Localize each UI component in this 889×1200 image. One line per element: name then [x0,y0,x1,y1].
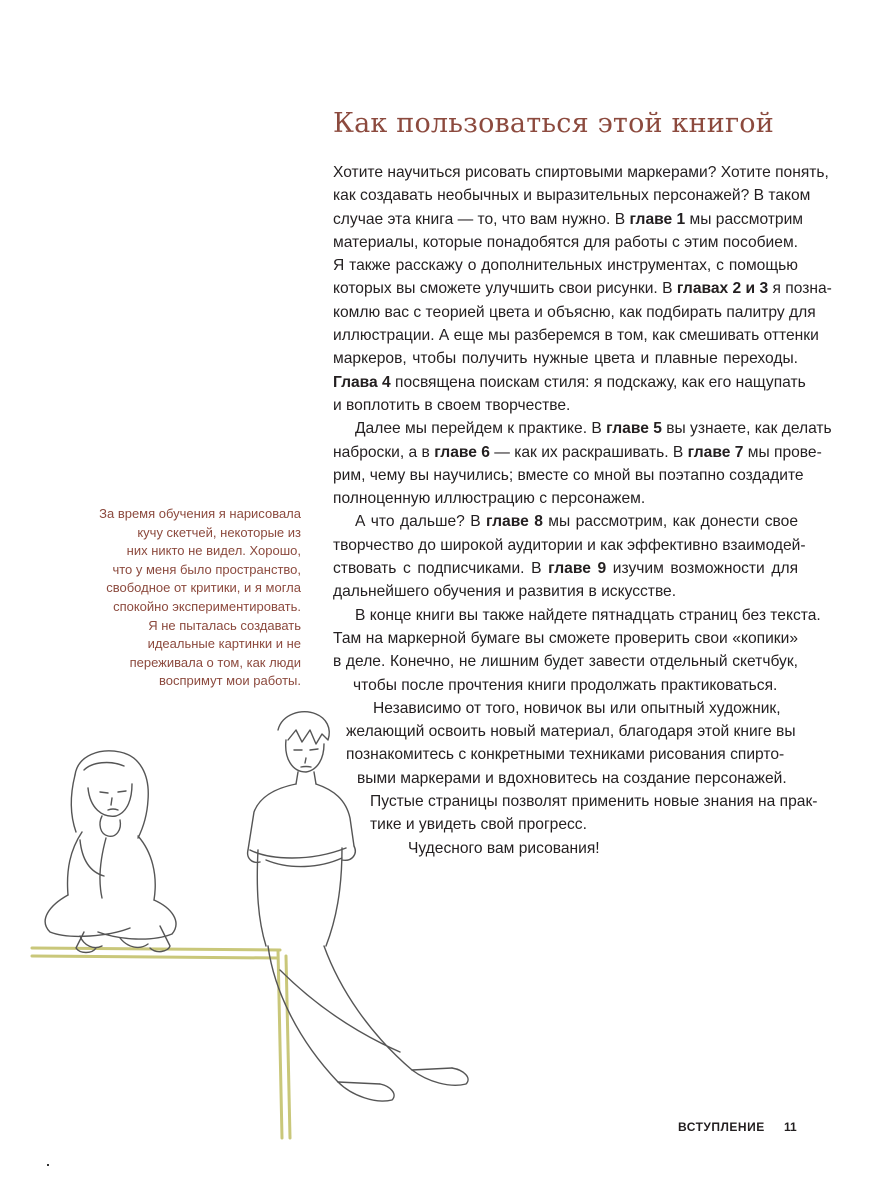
text-line: в деле. Конечно, не лишним будет завести отдельный скетчбук, [333,653,798,671]
text-line: Я также расскажу о дополнительных инструментах, с помощью [333,257,798,275]
girl-figure [45,751,176,953]
note-line: свободное от критики, и я могла [106,580,301,596]
text-line: материалы, которые понадобятся для работы с этим пособием. [333,233,798,251]
print-mark [47,1164,49,1166]
page-title: Как пользоваться этой книгой [333,108,774,139]
text-line: и воплотить в своем творчестве. [333,396,571,414]
running-footer-section: ВСТУПЛЕНИЕ [678,1120,765,1134]
note-line: воспримут мои работы. [159,673,301,689]
text-line: Чудесного вам рисования! [408,839,600,857]
text-line: комлю вас с теорией цвета и объясню, как подбирать палитру для [333,303,816,321]
text-line: которых вы сможете улучшить свои рисунки. В главах 2 и 3 я позна- [333,280,832,298]
note-line: кучу скетчей, некоторые из [137,524,301,540]
note-line: что у меня было пространство, [112,561,301,577]
ledge [32,948,290,1138]
text-line: Далее мы перейдем к практике. В главе 5 вы узнаете, как делать [355,420,832,438]
text-line: тике и увидеть свой прогресс. [370,816,587,834]
text-line: чтобы после прочтения книги продолжать практиковаться. [353,676,778,694]
text-line: познакомитесь с конкретными техниками рисования спирто- [346,746,785,764]
text-line: наброски, а в главе 6 — как их раскрашивать. В главе 7 мы прове- [333,443,822,461]
note-line: идеальные картинки и не [147,636,301,652]
text-line: Глава 4 посвящена поискам стиля: я подскажу, как его нащупать [333,373,806,391]
text-line: творчество до широкой аудитории и как эффективно взаимодей- [333,536,806,554]
note-line: За время обучения я нарисовала [99,506,301,521]
text-line: А что дальше? В главе 8 мы рассмотрим, как донести свое [355,513,799,531]
text-line: выми маркерами и вдохновитесь на создание персонажей. [357,769,787,787]
text-line: случае эта книга — то, что вам нужно. В главе 1 мы рассмотрим [333,210,804,228]
text-line: Пустые страницы позволят применить новые знания на прак- [370,793,818,811]
text-line: Независимо от того, новичок вы или опытный художник, [373,699,781,717]
text-line: желающий освоить новый материал, благодаря этой книге вы [346,723,796,741]
text-line: полноценную иллюстрацию с персонажем. [333,490,646,508]
text-line: дальнейшего обучения и развития в искусстве. [333,583,677,601]
text-line: Там на маркерной бумаге вы сможете проверить свои «копики» [333,629,798,647]
text-line: Хотите научиться рисовать спиртовыми маркерами? Хотите понять, [333,164,829,181]
text-line: как создавать необычных и выразительных персонажей? В таком [333,187,811,205]
text-line: рим, чему вы научились; вместе со мной вы поэтапно создадите [333,466,804,484]
margin-note [60,505,301,691]
text-line: иллюстрации. А еще мы разберемся в том, как смешивать оттенки [333,327,819,345]
page-number: 11 [784,1120,797,1134]
text-line: ствовать с подписчиками. В главе 9 изучим возможности для [333,560,799,578]
note-line: Я не пыталась создавать [148,617,301,633]
text-line: маркеров, чтобы получить нужные цвета и плавные переходы. [333,350,798,368]
note-line: спокойно экспериментировать. [113,598,301,614]
note-line: переживала о том, как люди [129,654,301,670]
character-sketch-illustration [20,700,500,1150]
text-line: В конце книги вы также найдете пятнадцать страниц без текста. [355,606,821,624]
note-line: них никто не видел. Хорошо, [126,543,301,559]
